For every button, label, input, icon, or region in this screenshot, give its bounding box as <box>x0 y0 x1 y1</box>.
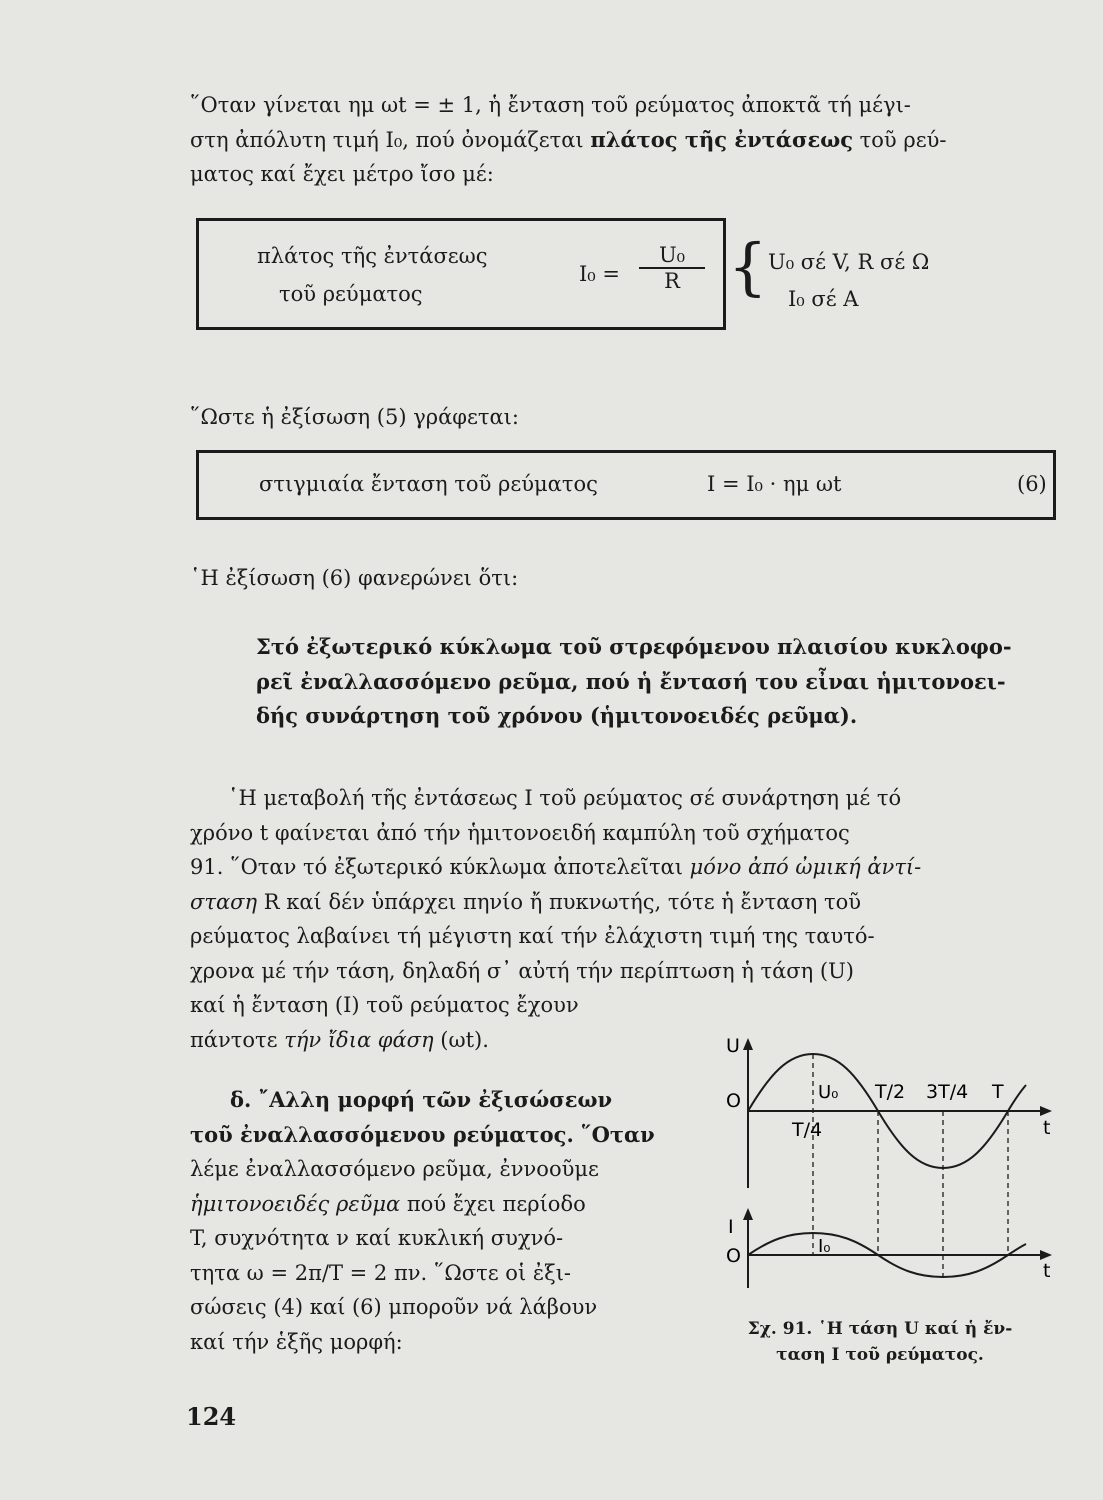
formula: I = I₀ · ημ ωt <box>707 472 842 496</box>
text-line: σταση R καί δέν ὑπάρχει πηνίο ἤ πυκνωτής, τότε ἡ ἔνταση τοῦ <box>190 889 862 914</box>
units-line: I₀ σέ A <box>788 287 859 311</box>
figure-caption <box>700 1316 1060 1368</box>
text-line: ρεύματος λαβαίνει τή μέγιστη καί τήν ἐλάχιστη τιμή της ταυτό- <box>190 924 875 948</box>
arrowhead-icon <box>743 1038 753 1050</box>
paragraph-shows: ῾Η ἐξίσωση (6) φανερώνει ὅτι: <box>190 566 519 590</box>
text-line: T, συχνότητα ν καί κυκλική συχνό- <box>190 1226 564 1250</box>
text-line: Στό ἐξωτερικό κύκλωμα τοῦ στρεφόμενου πλαισίου κυκλοφο- <box>256 634 1012 659</box>
text-line: ἡμιτονοειδές ρεῦμα πού ἔχει περίοδο <box>190 1191 586 1216</box>
units-line: U₀ σέ V, R σέ Ω <box>768 250 930 274</box>
paragraph-equation-intro: ῞Ωστε ἡ ἐξίσωση (5) γράφεται: <box>190 405 519 429</box>
paragraph-intro <box>190 88 1020 192</box>
text-line: χρονα μέ τήν τάση, δηλαδή σ᾽ αὐτή τήν περίπτωση ἡ τάση (U) <box>190 958 854 983</box>
equation-number: (6) <box>1017 472 1047 496</box>
text-line: 91. ῞Οταν τό ἐξωτερικό κύκλωμα ἀποτελεῖται μόνο ἀπό ὠμική ἀντί- <box>190 855 922 879</box>
box-label: τοῦ ρεύματος <box>279 282 423 306</box>
i-axis-label: I <box>728 1216 734 1238</box>
text-line: δ. ῎Αλλη μορφή τῶν ἐξισώσεων <box>230 1087 613 1112</box>
caption-line: ταση I τοῦ ρεύματος. <box>776 1345 984 1365</box>
arrowhead-icon <box>1040 1250 1052 1260</box>
origin-label: O <box>726 1245 741 1267</box>
period-label: T <box>992 1081 1004 1103</box>
text-line: ρεῖ ἐναλλασσόμενο ρεῦμα, πού ἡ ἔντασή του εἶναι ἡμιτονοει- <box>256 668 1006 694</box>
text-line: πάντοτε τήν ἴδια φάση (ωt). <box>190 1027 489 1052</box>
text-line: χρόνο t φαίνεται ἀπό τήν ἡμιτονοειδή καμπύλη τοῦ σχήματος <box>190 820 850 845</box>
t-axis-label: t <box>1043 1260 1051 1282</box>
three-quarter-period-label: 3T/4 <box>926 1081 969 1103</box>
quarter-period-label: T/4 <box>792 1119 823 1141</box>
t-axis-label: t <box>1043 1117 1051 1139</box>
amplitude-formula-box <box>196 218 726 330</box>
text-line: καί τήν ἑξῆς μορφή: <box>190 1329 403 1354</box>
fraction-numerator: U₀ <box>639 243 705 269</box>
text-line: ῞Οταν γίνεται ημ ωt = ± 1, ἡ ἔνταση τοῦ ρεύματος ἀποκτᾶ τή μέγι- <box>190 93 911 117</box>
text-line: καί ἡ ἔνταση (I) τοῦ ρεύματος ἔχουν <box>190 993 579 1017</box>
instant-current-box <box>196 450 1056 520</box>
formula-lhs: I₀ = <box>579 262 620 286</box>
u0-label: U₀ <box>818 1082 839 1103</box>
text-line: ῾Η μεταβολή τῆς ἐντάσεως I τοῦ ρεύματος σέ συνάρτηση μέ τό <box>228 786 902 810</box>
page-number: 124 <box>186 1402 237 1431</box>
text-line: σώσεις (4) καί (6) μποροῦν νά λάβουν <box>190 1295 598 1319</box>
text-line: τητα ω = 2π/T = 2 πν. ῞Ωστε οἱ ἐξι- <box>190 1260 572 1285</box>
curly-brace: { <box>728 230 768 303</box>
text-line: δής συνάρτηση τοῦ χρόνου (ἡμιτονοειδές ρεῦμα). <box>256 703 858 728</box>
text-line: τοῦ ἐναλλασσόμενου ρεύματος. ῞Οταν <box>190 1121 655 1147</box>
half-period-label: T/2 <box>875 1081 906 1103</box>
box-label: πλάτος τῆς ἐντάσεως <box>257 244 488 268</box>
u-axis-label: U <box>726 1035 740 1057</box>
origin-label: O <box>726 1090 741 1112</box>
term-amplitude: πλάτος τῆς ἐντάσεως <box>590 126 853 152</box>
text-line: στη ἀπόλυτη τιμή I₀, πού ὀνομάζεται πλάτος τῆς ἐντάσεως τοῦ ρεύ- <box>190 126 947 152</box>
paragraph-variation <box>190 781 1040 1057</box>
paragraph-other-form <box>190 1083 690 1359</box>
caption-line: Σχ. 91. ῾Η τάση U καί ἡ ἔν- <box>747 1319 1013 1339</box>
fraction-denominator: R <box>664 269 680 293</box>
i0-label: I₀ <box>818 1236 831 1257</box>
highlight-statement <box>256 630 1046 734</box>
box-label: στιγμιαία ἔνταση τοῦ ρεύματος <box>259 472 598 496</box>
text-line: ματος καί ἔχει μέτρο ἴσο μέ: <box>190 162 494 186</box>
arrowhead-icon <box>743 1208 753 1220</box>
text-line: λέμε ἐναλλασσόμενο ρεῦμα, ἐννοοῦμε <box>190 1157 599 1181</box>
formula-fraction <box>639 243 705 293</box>
arrowhead-icon <box>1040 1106 1052 1116</box>
